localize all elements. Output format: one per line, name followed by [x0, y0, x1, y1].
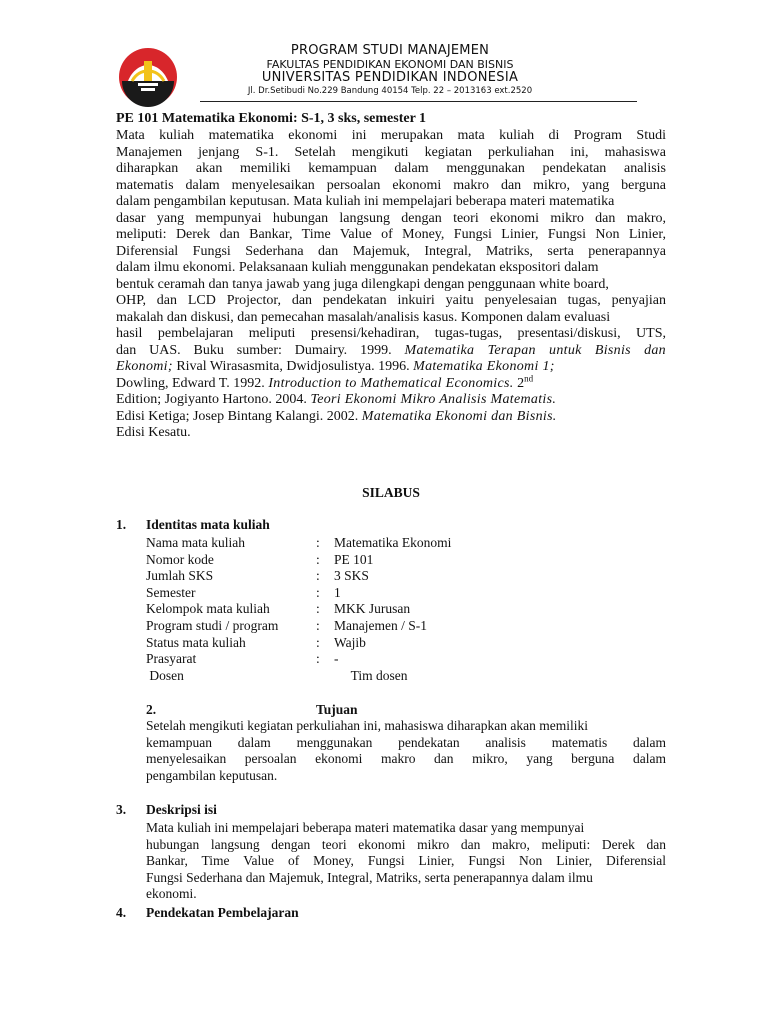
description-line	[116, 392, 666, 409]
identity-colon: :	[316, 651, 320, 666]
description-text: Dowling, Edward T. 1992.	[116, 375, 269, 391]
identity-colon: :	[316, 601, 320, 616]
description-line: dasar yang mempunyai hubungan langsung dengan teori ekonomi mikro dan makro,	[116, 210, 666, 226]
identity-value: 3 SKS	[334, 568, 369, 583]
paragraph-line: pengambilan keputusan.	[146, 767, 278, 783]
description-line: meliputi: Derek dan Bankar, Time Value of Money, Fungsi Linier, Fungsi Non Linier,	[116, 227, 666, 242]
description-line	[116, 372, 666, 393]
header-address: Jl. Dr.Setibudi No.229 Bandung 40154 Telp. 22 – 2013163 ext.2520	[247, 86, 533, 96]
identity-value: Tim dosen	[334, 668, 408, 683]
section-number: 1.	[116, 517, 127, 532]
course-title: PE 101 Matematika Ekonomi: S-1, 3 sks, semester 1	[116, 111, 427, 126]
section-title: Tujuan	[316, 702, 358, 717]
description-line: dalam pengambilan keputusan. Mata kuliah ini mempelajari beberapa materi matematika	[116, 194, 615, 209]
identity-colon: :	[316, 535, 320, 550]
paragraph-line: menyelesaikan persoalan ekonomi makro dan mikro, yang berguna dalam	[146, 751, 666, 766]
paragraph-line: Mata kuliah ini mempelajari beberapa materi matematika dasar yang mempunyai	[146, 820, 585, 835]
identity-key: Semester	[146, 584, 196, 600]
description-text: Edition; Jogiyanto Hartono. 2004.	[116, 392, 311, 407]
header-program-name: PROGRAM STUDI MANAJEMEN	[290, 43, 490, 58]
book-title: Teori Ekonomi Mikro Analisis Matematis.	[310, 392, 557, 407]
identity-value: -	[334, 651, 339, 666]
description-line	[116, 409, 666, 426]
paragraph-line: Bankar, Time Value of Money, Fungsi Linier, Fungsi Non Linier, Diferensial	[146, 853, 666, 868]
header-university-name: UNIVERSITAS PENDIDIKAN INDONESIA	[261, 70, 519, 85]
identity-value: Wajib	[334, 634, 366, 650]
paragraph-line: kemampuan dalam menggunakan pendekatan analisis matematis dalam	[146, 734, 666, 750]
paragraph-line: ekonomi.	[146, 886, 197, 901]
identity-colon: :	[316, 634, 320, 650]
description-line: bentuk ceramah dan tanya jawab yang juga dilengkapi dengan penggunaan white board,	[116, 276, 609, 292]
description-line: Manajemen jenjang S-1. Setelah mengikuti kegiatan perkuliahan ini, mahasiswa	[116, 144, 666, 160]
identity-colon: :	[316, 618, 320, 633]
section-paragraph	[146, 820, 666, 903]
upi-university-logo	[118, 47, 178, 107]
section-title: Pendekatan Pembelajaran	[146, 905, 299, 920]
section-title: Deskripsi isi	[146, 802, 217, 817]
identity-key: Program studi / program	[146, 618, 279, 633]
identity-key: Nomor kode	[146, 551, 214, 567]
identity-key: Status mata kuliah	[146, 634, 246, 650]
paragraph-line: Fungsi Sederhana dan Majemuk, Integral, Matriks, serta penerapannya dalam ilmu	[146, 869, 593, 885]
section-paragraph	[146, 718, 666, 784]
identity-value: MKK Jurusan	[334, 601, 411, 616]
paragraph-line: Setelah mengikuti kegiatan perkuliahan ini, mahasiswa diharapkan akan memiliki	[146, 718, 588, 733]
identity-value: PE 101	[334, 551, 374, 567]
identity-key: Prasyarat	[146, 651, 197, 666]
silabus-heading: SILABUS	[362, 485, 420, 500]
identity-value: Manajemen / S-1	[334, 618, 427, 633]
description-line: matematis dalam menyelesaikan persoalan ekonomi makro dan mikro, yang berguna	[116, 177, 666, 193]
course-description	[116, 128, 666, 442]
description-line: Mata kuliah matematika ekonomi ini merupakan mata kuliah di Program Studi	[116, 128, 666, 143]
identity-key: Jumlah SKS	[146, 568, 214, 583]
book-title: Ekonomi;	[116, 359, 173, 374]
identity-key: Dosen	[146, 668, 184, 683]
book-title: Matematika Terapan untuk Bisnis dan	[404, 342, 666, 358]
description-text: dan UAS. Buku sumber: Dumairy. 1999.	[116, 342, 405, 358]
identity-colon: :	[316, 584, 320, 600]
section-title: Identitas mata kuliah	[146, 517, 270, 532]
description-text: Rival Wirasasmita, Dwidjosulistya. 1996.	[172, 359, 414, 374]
identity-value: Matematika Ekonomi	[334, 535, 452, 550]
section-number: 3.	[116, 802, 127, 817]
description-text: 2	[513, 375, 525, 391]
description-line: Diferensial Fungsi Sederhana dan Majemuk, Integral, Matriks, serta penerapannya	[116, 243, 666, 259]
section-number: 2.	[146, 702, 157, 717]
header-faculty-name: FAKULTAS PENDIDIKAN EKONOMI DAN BISNIS	[266, 58, 514, 71]
description-line: makalah dan diskusi, dan pemecahan masalah/analisis kasus. Komponen dalam evaluasi	[116, 309, 611, 325]
book-title: Introduction to Mathematical Economics.	[268, 375, 514, 391]
description-line	[116, 343, 666, 360]
description-text: Edisi Ketiga; Josep Bintang Kalangi. 2002.	[116, 408, 362, 424]
identity-key: Nama mata kuliah	[146, 535, 245, 550]
identity-colon: :	[316, 551, 320, 567]
identity-value: 1	[334, 584, 341, 600]
description-line	[116, 359, 666, 376]
book-title: Matematika Ekonomi dan Bisnis.	[361, 408, 557, 424]
paragraph-line: hubungan langsung dengan teori ekonomi mikro dan makro, meliputi: Derek dan	[146, 836, 666, 852]
section-number: 4.	[116, 905, 127, 920]
identity-colon: :	[316, 568, 320, 583]
description-line: dalam ilmu ekonomi. Pelaksanaan kuliah menggunakan pendekatan ekspositori dalam	[116, 260, 599, 275]
description-line: Edisi Kesatu.	[116, 425, 191, 440]
book-title: Matematika Ekonomi 1;	[413, 359, 555, 374]
ordinal-suffix: nd	[524, 372, 534, 383]
description-line: hasil pembelajaran meliputi presensi/kehadiran, tugas-tugas, presentasi/diskusi, UTS,	[116, 326, 666, 341]
description-line: OHP, dan LCD Projector, dan pendekatan inkuiri yaitu penyelesaian tugas, penyajian	[116, 293, 666, 308]
description-line: diharapkan akan memiliki kemampuan dalam menggunakan pendekatan analisis	[116, 161, 666, 176]
header-divider	[200, 101, 637, 102]
identity-key: Kelompok mata kuliah	[146, 601, 270, 616]
